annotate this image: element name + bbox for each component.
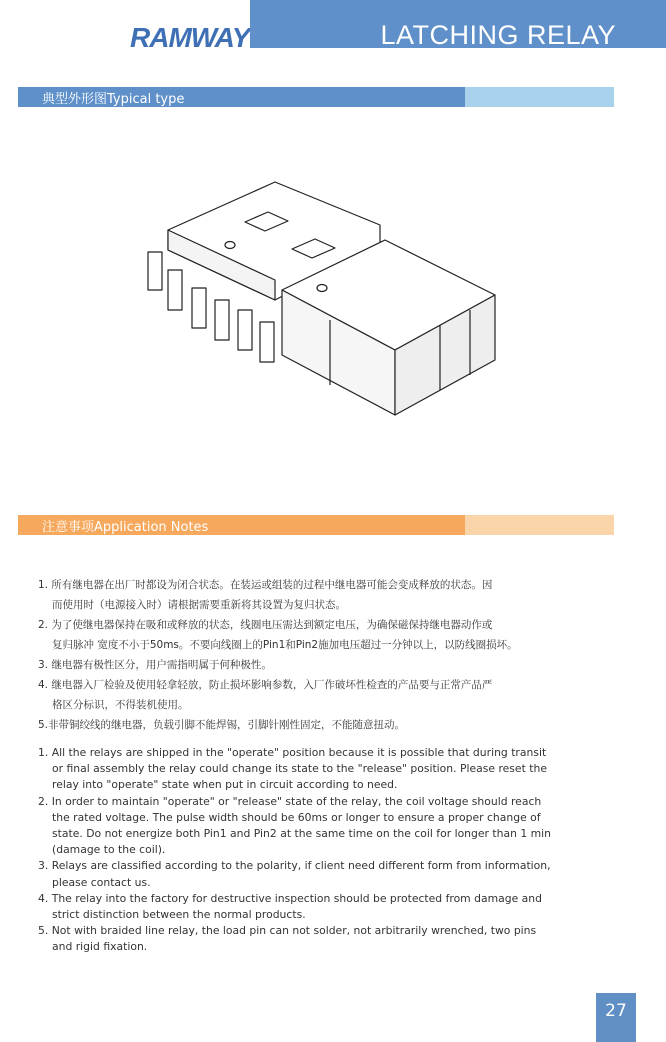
note-cn-item: 5.非带铜绞线的继电器，负载引脚不能焊锡，引脚针刚性固定，不能随意扭动。 — [38, 719, 406, 731]
note-en-item-cont: the rated voltage. The pulse width should be 60ms or longer to ensure a proper change of — [52, 810, 541, 824]
section-title-typical-type: 典型外形图Typical type — [42, 92, 185, 107]
section-bar-typical-type — [18, 87, 614, 107]
header-bar — [250, 0, 666, 48]
page-title: LATCHING RELAY — [380, 20, 616, 50]
notes-chinese — [38, 575, 618, 735]
note-cn-item-cont: 格区分标识，不得装机使用。 — [52, 699, 189, 711]
note-cn-item-cont: 而使用时（电源接入时）请根据需要重新将其设置为复归状态。 — [52, 599, 346, 611]
note-cn-item: 2. 为了使继电器保持在吸和或释放的状态，线圈电压需达到额定电压，为确保磁保持继电器动作或 — [38, 619, 493, 631]
section-title-application-notes: 注意事项Application Notes — [42, 520, 209, 535]
notes-english — [38, 745, 628, 956]
note-cn-item: 3. 继电器有极性区分，用户需指明属于何种极性。 — [38, 659, 272, 671]
note-en-item-cont: or final assembly the relay could change its state to the "release" position. Please reset the — [52, 762, 547, 776]
relay-drawing — [140, 170, 510, 430]
note-en-item-cont: state. Do not energize both Pin1 and Pin2 at the same time on the coil for longer than 1 min — [52, 827, 552, 841]
note-cn-item-cont: 复归脉冲 宽度不小于50ms。不要向线圈上的Pin1和Pin2施加电压超过一分钟以上，以防线圈损坏。 — [52, 639, 518, 651]
note-en-item-cont: and rigid fixation. — [52, 940, 148, 954]
note-cn-item: 1. 所有继电器在出厂时都设为闭合状态。在装运或组装的过程中继电器可能会变成释放的状态。因 — [38, 579, 493, 591]
brand-logo: RAMWAY — [130, 22, 250, 53]
note-en-item-cont: please contact us. — [52, 875, 151, 889]
note-cn-item: 4. 继电器入厂检验及使用轻拿轻放，防止损坏影响参数，入厂作破坏性检查的产品要与正常产品严 — [38, 679, 493, 691]
note-en-item-cont: strict distinction between the normal products. — [52, 908, 306, 922]
note-en-item: 5. Not with braided line relay, the load pin can not solder, not arbitrarily wrenched, two pins — [38, 924, 537, 938]
note-en-item-cont: (damage to the coil). — [52, 843, 166, 857]
page-number: 27 — [596, 993, 636, 1042]
note-en-item: 2. In order to maintain "operate" or "release" state of the relay, the coil voltage should reach — [38, 794, 542, 808]
note-en-item: 1. All the relays are shipped in the "operate" position because it is possible that during transit — [38, 746, 547, 759]
section-bar-application-notes — [18, 515, 614, 535]
note-en-item: 4. The relay into the factory for destructive inspection should be protected from damage and — [38, 891, 542, 905]
note-en-item-cont: relay into "operate" state when put in circuit according to need. — [52, 778, 398, 792]
note-en-item: 3. Relays are classified according to the polarity, if client need different form from information, — [38, 859, 551, 873]
